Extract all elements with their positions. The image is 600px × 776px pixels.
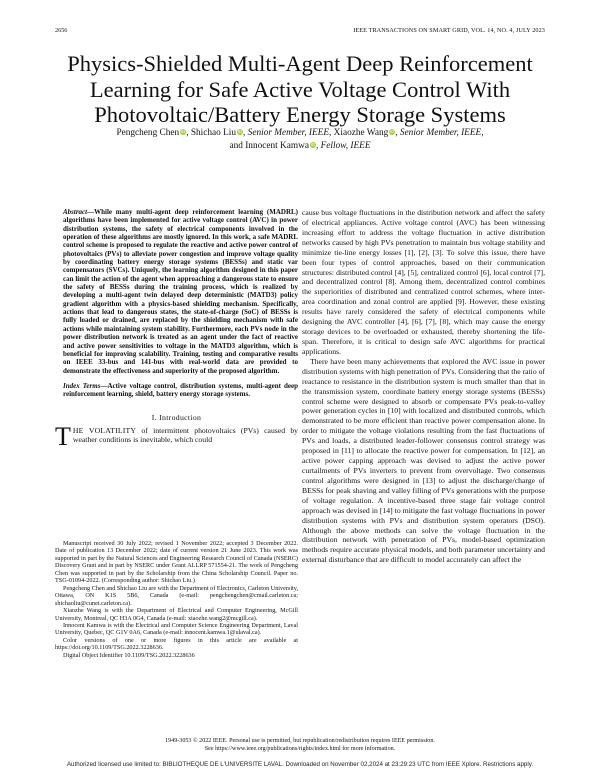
abstract-label: Abstract xyxy=(63,208,88,216)
index-terms-text: —Active voltage control, distribution systems, multi-agent deep reinforcement learning, shield, battery energy storage systems. xyxy=(63,381,298,399)
footnote: Color versions of one or more figures in this article are available at https://doi.org/10.1109/TSG.2022.3228636. xyxy=(55,636,298,652)
intro-paragraph xyxy=(55,421,299,451)
footnote: Manuscript received 30 July 2022; revised 1 November 2022; accepted 3 December 2022. Date of publication 13 December 2022; date of current version 21 June 2023. This work was supported in part by the Natural Sciences and Engineering Research Council of Canada (NSERC) Discovery Grant and in part by NSERC under Grant ALLRP 571554-21. The work of Pengcheng Chen was supported in part by the Scholarship from the China Scholarship Council. Paper no. TSG-01094-2022. (Corresponding author: Shichao Liu.) xyxy=(55,540,298,585)
orcid-icon[interactable]: iD xyxy=(310,142,315,147)
author-list xyxy=(60,127,540,153)
page-number: 2656 xyxy=(55,27,68,34)
author-name: Pengcheng Chen xyxy=(116,128,180,138)
orcid-icon[interactable]: iD xyxy=(390,129,395,134)
footnote: Digital Object Identifier 10.1109/TSG.2022.3228636 xyxy=(63,651,195,659)
author-name: , Shichao Liu xyxy=(186,128,237,138)
license-notice: Authorized licensed use limited to: BIBLIOTHEQUE DE L'UNIVERSITE LAVAL. Downloaded on November 02,2024 at 23:29:23 UTC from IEEE Xplore. Restrictions apply. xyxy=(66,761,534,768)
running-header xyxy=(55,27,545,37)
footnote: Innocent Kamwa is with the Electrical and Computer Science Engineering Department, Laval University, Quebec, QC G1V 0A6, Canada (e-mail: innocent.kamwa.1@ulaval.ca). xyxy=(55,621,298,637)
intro-text: of intermittent photovoltaics (PVs) caused by weather conditions is inevitable, which could xyxy=(72,425,299,445)
right-column xyxy=(302,208,545,565)
paper-title: Physics-Shielded Multi-Agent Deep Reinforcement Learning for Safe Active Voltage Control With Photovoltaic/Battery Energy Storage Systems xyxy=(67,51,533,127)
author-name: and Innocent Kamwa xyxy=(229,141,309,151)
left-column xyxy=(55,208,299,451)
footnotes xyxy=(55,540,298,659)
orcid-icon[interactable]: iD xyxy=(181,129,186,134)
footnote: Xiaozhe Wang is with the Department of Electrical and Computer Engineering, McGill University, Montreal, QC H3A 0G4, Canada (e-mail: xiaozhe.wang2@mcgill.ca). xyxy=(55,607,298,622)
copyright-line: 1949-3053 © 2022 IEEE. Personal use is permitted, but republication/redistribution requires IEEE permission. xyxy=(165,738,435,744)
author-membership: , Senior Member, IEEE xyxy=(243,128,330,138)
abstract-text: —While many multi-agent deep reinforcement learning (MADRL) algorithms have been implemented for active voltage control (AVC) in power distribution systems, the safety of electrical components involved in the operation of these algorithms are mostly ignored. In this work, a safe MADRL control scheme is proposed to regulate the reactive and active power control of photovoltaics (PVs) to alleviate power congestion and improve voltage quality by coordinating battery energy storage systems (BESSs) and static var compensators (SVCs). Uniquely, the learning algorithm designed in this paper can limit the action of the agent when approaching a dangerous state to ensure the safety of BESSs during the training process, which is realized by developing a multi-agent twin delayed deep deterministic (MATD3) policy gradient algorithm with a physics-based shielding mechanism. Specifically, actions that lead to dangerous states, the state-of-charge (SoC) of BESSs is fully loaded or drained, are replaced by the shielding mechanism with safe actions while maintaining system stability. Furthermore, each PVs node in the power distribution network is treated as an agent under the fact of reactive and active power sensitivities to voltage in the MATD3 algorithm, which is beneficial for improving scalability. Training, testing and comparative results on IEEE 33-bus and 141-bus with real-world data are provided to demonstrate the effectiveness and superiority of the proposed algorithm. xyxy=(63,208,298,375)
footnote: Pengcheng Chen and Shichao Liu are with the Department of Electronics, Carleton University, Ottawa, ON K1S 5B6, Canada (e-mail: pengchengchen@cmail.carleton.ca; shichaoliu@cunet.carleton.ca). xyxy=(55,584,298,607)
orcid-icon[interactable]: iD xyxy=(238,129,243,134)
intro-lead: HE VOLATILITY xyxy=(72,425,137,435)
drop-cap: T xyxy=(55,421,71,451)
abstract xyxy=(63,208,298,375)
section-heading: I. Introduction xyxy=(151,412,202,422)
author-membership: , Senior Member, IEEE, xyxy=(395,128,484,138)
body-paragraph: cause bus voltage fluctuations in the distribution network and affect the safety of electrical appliances. Active voltage control (AVC) has been witnessing increasing effort to address the voltage fluctuation in active distribution networks caused by high PVs penetration to maintain bus voltage stability and minimize tie-line energy losses [1], [2], [3]. To solve this issue, there have been four types of control approaches, based on their communication structures: distributed control [4], [5], centralized control [6], local control [7], and decentralized control [8]. Among them, decentralized control combines the superiorities of distributed and centralized control schemes, where inter-area coordination and zonal control are applied [9]. However, these existing results have rarely considered the safety of electrical components while designing the AVC controller [4], [6], [7], [8], which may cause the energy storage devices to be overloaded or exhausted, thereby shortening the life-span. Therefore, it is critical to design safe AVC algorithms for practical applications. xyxy=(302,208,545,356)
copyright-footer xyxy=(55,738,545,753)
author-membership: , Fellow, IEEE xyxy=(315,141,371,151)
body-paragraph: There have been many achievements that explored the AVC issue in power distribution systems with high penetration of PVs. Considering that the ratio of reactance to resistance in the distribution system is much smaller than that in the transmission system, coordinate battery energy storage systems (BESSs) control scheme were designed to absorb or compensate PVs peak-to-valley power generation cycles in [10] with localized and distributed controls, which demonstrated to be more efficient than reactive power compensation alone. In order to mitigate the voltage violations resulting from the fast fluctuations of PVs and loads, a distributed leader-follower consensus control strategy was proposed in [11] to allocate the reactive power for compensation. In [12], an active power capping approach was devised to adjust the active power curtailments of PVs inverters to prevent from overvoltage. Two consensus control algorithms were designed in [13] to adjust the discharge/charge of BESSs for peak shaving and valley filling of PVs generations with the purpose of voltage regulation. A incentive-based three stage fair voltage control approach was devised in [14] to mitigate the fast voltage fluctuations in power distribution systems with PVs and distribution system operators (DSO). Although the above methods can solve the voltage fluctuation in the distribution network with penetration of PVs, model-based optimization methods require accurate physical models, and both parameter uncertainty and external disturbance that are difficult to model accurately can affect the xyxy=(302,356,545,565)
rights-link-line[interactable]: See https://www.ieee.org/publications/rights/index.html for more information. xyxy=(204,745,396,752)
index-terms xyxy=(63,382,298,399)
author-name: , Xiaozhe Wang xyxy=(329,128,389,138)
journal-name: IEEE TRANSACTIONS ON SMART GRID, VOL. 14, NO. 4, JULY 2023 xyxy=(353,27,545,34)
index-terms-label: Index Terms xyxy=(63,381,101,390)
